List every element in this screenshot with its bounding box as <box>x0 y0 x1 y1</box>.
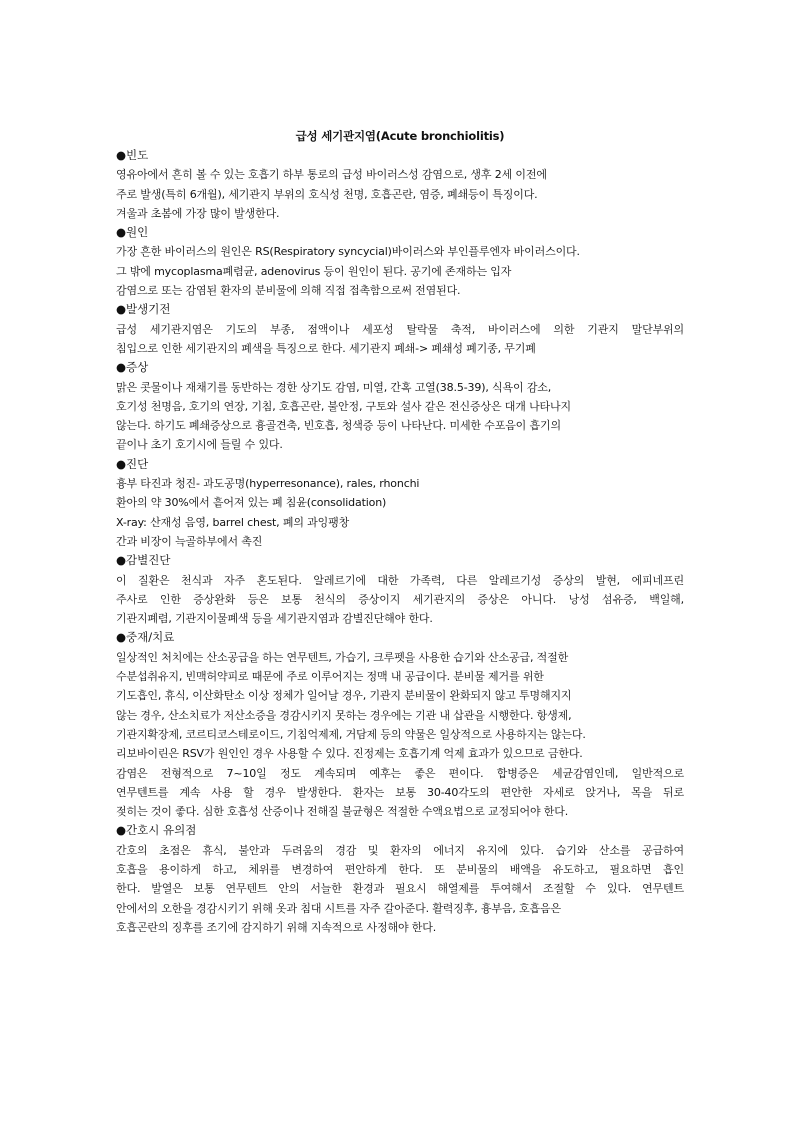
paragraph-line: 일상적인 처치에는 산소공급을 하는 연무텐트, 가습기, 크루펫을 사용한 습기와 산소공급, 적절한 <box>116 650 569 664</box>
section-frequency <box>116 146 684 223</box>
paragraph-line: 환아의 약 30%에서 흩어져 있는 폐 침윤(consolidation) <box>116 496 387 510</box>
section-cause <box>116 223 684 300</box>
section-heading: ●빈도 <box>116 148 149 162</box>
paragraph-line: 호기성 천명음, 호기의 연장, 기침, 호흡곤란, 불안정, 구토와 설사 같은 전신증상은 대개 나타나지 <box>116 399 571 413</box>
document-title: 급성 세기관지염(Acute bronchiolitis) <box>295 129 505 143</box>
paragraph-line: 않는 경우, 산소치료가 저산소증을 경감시키지 못하는 경우에는 기관 내 삽관을 시행한다. 항생제, <box>116 708 572 722</box>
paragraph-line: 급성 세기관지염은 기도의 부종, 점액이나 세포성 탈락물 축적, 바이러스에 의한 기관지 말단부위의 <box>116 322 684 336</box>
paragraph-line: 기관지폐렴, 기관지이물폐색 등을 세기관지염과 감별진단해야 한다. <box>116 612 433 626</box>
paragraph-line: X-ray: 산재성 음영, barrel chest, 폐의 과잉팽창 <box>116 515 350 529</box>
document-page <box>116 127 684 937</box>
paragraph-line: 영유아에서 흔히 볼 수 있는 호흡기 하부 통로의 급성 바이러스성 감염으로, 생후 2세 이전에 <box>116 168 547 182</box>
section-heading: ●진단 <box>116 456 149 471</box>
paragraph-line: 호흡곤란의 징후를 조기에 감지하기 위해 지속적으로 사정해야 한다. <box>116 920 437 934</box>
section-differential-diagnosis <box>116 551 684 628</box>
paragraph-line: 안에서의 오한을 경감시키기 위해 옷과 침대 시트를 자주 갈아준다. 활력징후, 흉부음, 호흡음은 <box>116 901 561 915</box>
paragraph-line: 리보바이린은 RSV가 원인인 경우 사용할 수 있다. 진정제는 호흡기계 억제 효과가 있으므로 금한다. <box>116 747 583 761</box>
paragraph-line: 한다. 발열은 보통 연무텐트 안의 서늘한 환경과 필요시 해열제를 투여해서 조절할 수 있다. 연무텐트 <box>116 882 684 896</box>
paragraph-line: 그 밖에 mycoplasma폐렴균, adenovirus 등이 원인이 된다. 공기에 존재하는 입자 <box>116 264 512 278</box>
paragraph-line: 연무텐트를 계속 사용 할 경우 발생한다. 환자는 보통 30-40각도의 편안한 자세로 앉거나, 목을 뒤로 <box>116 785 684 799</box>
paragraph-line: 주로 발생(특히 6개월), 세기관지 부위의 호식성 천명, 호흡곤란, 염증, 폐쇄등이 특징이다. <box>116 187 538 201</box>
paragraph-line: 수분섭취유지, 빈맥허약피로 때문에 주로 이루어지는 정맥 내 공급이다. 분비물 제거를 위한 <box>116 670 544 684</box>
paragraph-line: 이 질환은 천식과 자주 혼도된다. 알레르기에 대한 가족력, 다른 알레르기성 증상의 발현, 에피네프린 <box>116 573 684 587</box>
paragraph-line: 가장 흔한 바이러스의 원인은 RS(Respiratory syncycial)바이러스와 부인플루엔자 바이러스이다. <box>116 245 580 259</box>
section-heading: ●증상 <box>116 360 149 375</box>
paragraph-line: 간과 비장이 늑골하부에서 촉진 <box>116 534 263 548</box>
paragraph-line: 감염은 전형적으로 7~10일 정도 계속되며 예후는 좋은 편이다. 합병증은 세균감염인데, 일반적으로 <box>116 766 684 780</box>
paragraph-line: 겨울과 초봄에 가장 많이 발생한다. <box>116 206 280 220</box>
paragraph-line: 감염으로 또는 감염된 환자의 분비물에 의해 직접 접촉함으로써 전염된다. <box>116 284 461 298</box>
section-pathogenesis <box>116 300 684 358</box>
paragraph-line: 끝이나 초기 호기시에 들릴 수 있다. <box>116 438 283 452</box>
section-nursing-considerations <box>116 821 684 937</box>
section-heading: ●발생기전 <box>116 302 171 317</box>
paragraph-line: 기관지확장제, 코르티코스테로이드, 기침억제제, 거담제 등의 약물은 일상적으로 사용하지는 않는다. <box>116 727 586 741</box>
paragraph-line: 호흡을 용이하게 하고, 체위를 변경하여 편안하게 한다. 또 분비물의 배액을 유도하고, 필요하면 흡인 <box>116 862 684 876</box>
section-heading: ●간호시 유의점 <box>116 823 197 838</box>
section-symptoms <box>116 358 684 454</box>
section-diagnosis <box>116 455 684 551</box>
paragraph-line: 주사로 인한 증상완화 등은 보통 천식의 증상이지 세기관지의 증상은 아니다. 낭성 섬유증, 백일해, <box>116 592 684 606</box>
paragraph-line: 젖히는 것이 좋다. 심한 호흡성 산증이나 전해질 불균형은 적절한 수액요법으로 교정되어야 한다. <box>116 805 569 819</box>
paragraph-line: 간호의 초점은 휴식, 불안과 두려움의 경감 및 환자의 에너지 유지에 있다. 습기와 산소를 공급하여 <box>116 843 684 857</box>
paragraph-line: 흉부 타진과 청진- 과도공명(hyperresonance), rales, rhonchi <box>116 477 420 491</box>
paragraph-line: 기도흡인, 휴식, 이산화탄소 이상 정체가 일어날 경우, 기관지 분비물이 완화되지 않고 투명해지지 <box>116 689 572 703</box>
paragraph-line: 침입으로 인한 세기관지의 폐색을 특징으로 한다. 세기관지 폐쇄-> 폐쇄성 폐기종, 무기폐 <box>116 341 536 355</box>
section-heading: ●중재/치료 <box>116 630 175 645</box>
section-heading: ●감별진단 <box>116 553 171 568</box>
paragraph-line: 맑은 콧물이나 재채기를 동반하는 경한 상기도 감염, 미열, 간혹 고열(38.5-39), 식욕이 감소, <box>116 380 552 394</box>
section-treatment <box>116 628 684 821</box>
paragraph-line: 않는다. 하기도 폐쇄증상으로 흉골견축, 빈호흡, 청색증 등이 나타난다. 미세한 수포음이 흡기의 <box>116 419 561 433</box>
section-heading: ●원인 <box>116 225 149 240</box>
